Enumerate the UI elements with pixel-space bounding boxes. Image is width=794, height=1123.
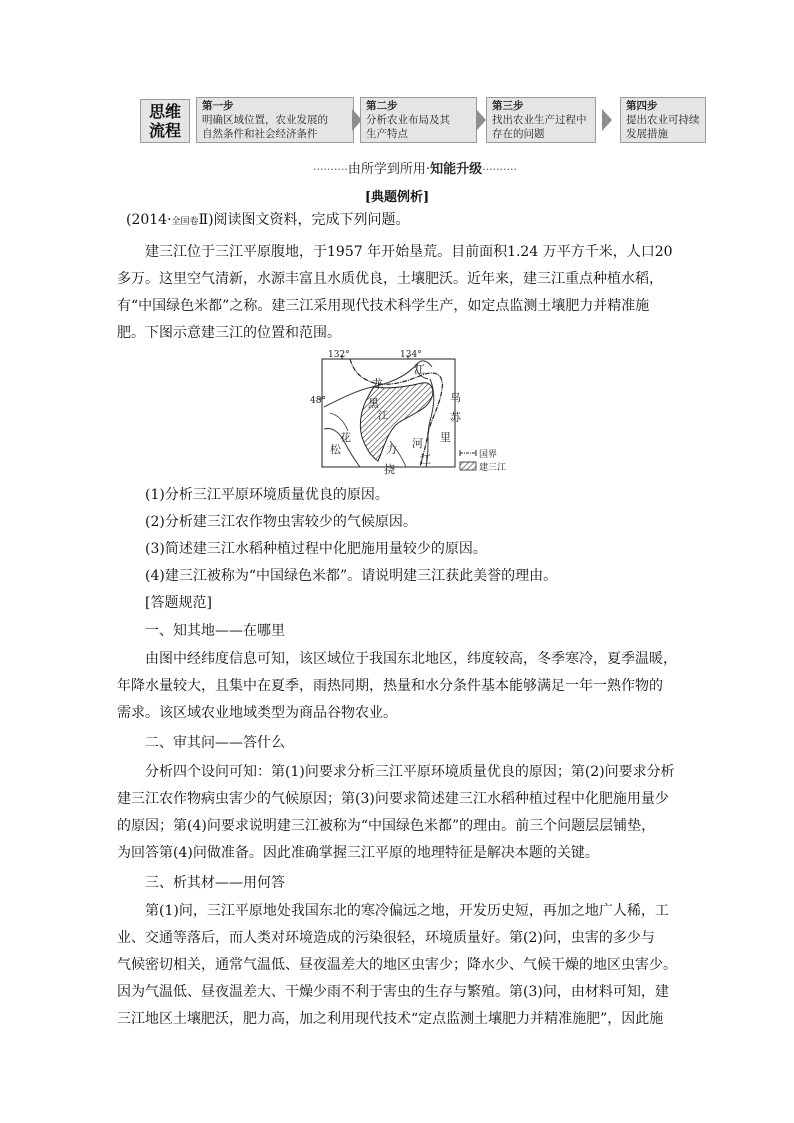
logo-line-2: 流程 [148, 121, 181, 140]
s1-line-1: 由图中经纬度信息可知，该区域位于我国东北地区，纬度较高，冬季寒冷，夏季温暖， [145, 651, 677, 667]
flow-step-1-line-2: 自然条件和社会经济条件 [202, 128, 318, 140]
stream-1 [330, 413, 348, 431]
answer-label: [答题规范] [145, 595, 212, 611]
label-wu: 乌 [450, 391, 461, 404]
section-title-normal: 由所学到所用· [347, 162, 431, 177]
label-long: 龙 [372, 377, 383, 390]
flow-step-1-title: 第一步 [202, 100, 234, 112]
label-jiang-bottom: 江 [420, 453, 431, 466]
s2-line-3: 的原因；第(4)问要求说明建三江被称为“中国绿色米都”的理由。前三个问题层层铺垫， [117, 818, 656, 834]
question-3: (3)简述建三江水稻种植过程中化肥施用量较少的原因。 [145, 541, 487, 557]
flow-step-3-line-1: 找出农业生产过程中 [492, 114, 587, 126]
material-line-2: 多万。这里空气清新，水源丰富且水质优良，土壤肥沃。近年来，建三江重点种植水稻， [117, 271, 663, 287]
label-li2: 力 [386, 443, 397, 456]
flow-step-1 [196, 97, 354, 143]
label-hua: 花 [340, 431, 351, 444]
flow-step-4-title: 第四步 [626, 100, 658, 112]
flow-step-2-line-1: 分析农业布局及其 [366, 114, 450, 126]
flow-step-2-title: 第二步 [366, 100, 398, 112]
s3-line-4: 因为气温低、昼夜温差大、干燥少雨不利于害虫的生存与繁殖。第(3)问，由材料可知，建 [117, 984, 669, 1000]
label-jiang-top: 江 [414, 363, 425, 376]
material-line-3: 有“中国绿色米都”之称。建三江采用现代技术科学生产，如定点监测土壤肥力并精准施 [117, 298, 650, 314]
s3-line-3: 气候密切相关，通常气温低、昼夜温差大的地区虫害少；降水少、气候干燥的地区虫害少。 [117, 957, 677, 973]
s3-line-1: 第(1)问，三江平原地处我国东北的寒冷偏远之地，开发历史短，再加之地广人稀，工 [145, 903, 669, 919]
flow-step-4 [620, 97, 706, 143]
label-su: 苏 [450, 411, 461, 424]
section-title-bold: 知能升级 [430, 162, 483, 177]
thinking-flow-logo [140, 99, 190, 143]
material-line-4: 肥。下图示意建三江的位置和范围。 [117, 325, 341, 341]
label-jiang-left: 江 [378, 411, 388, 422]
s1-heading: 一、知其地——在哪里 [145, 623, 285, 639]
section-title-dots-right: ·········· [482, 163, 518, 176]
material-line-1: 建三江位于三江平原腹地，于1957 年开始垦荒。目前面积1.24 万平方千米，人口20 [145, 244, 673, 260]
s3-heading: 三、析其材——用何答 [145, 875, 285, 891]
label-he: 河 [412, 437, 423, 450]
legend-area-icon [460, 462, 476, 470]
lon-label-134: 134° [400, 350, 422, 360]
s3-line-2: 业、交通等落后，而人类对环境造成的污染很轻，环境质量好。第(2)问，虫害的多少与 [117, 930, 655, 946]
flow-step-2-line-2: 生产特点 [366, 128, 408, 140]
flow-arrow-icon [602, 109, 612, 131]
label-nao: 挠 [384, 463, 395, 476]
s2-line-2: 建三江农作物病虫害少的气候原因；第(3)问要求简述建三江水稻种植过程中化肥施用量少 [117, 791, 669, 807]
question-source [126, 207, 410, 236]
question-4: (4)建三江被称为“中国绿色米都”。请说明建三江获此美誉的理由。 [145, 568, 558, 584]
question-1: (1)分析三江平原环境质量优良的原因。 [145, 487, 389, 503]
section-title-dots-left: ·········· [312, 163, 348, 176]
legend-border-label: 国界 [479, 450, 498, 460]
s2-line-4: 为回答第(4)问做准备。因此准确掌握三江平原的地理特征是解决本题的关键。 [117, 845, 599, 861]
flow-step-3-title: 第三步 [492, 100, 524, 112]
question-source-rest: Ⅱ)阅读图文资料，完成下列问题。 [198, 212, 410, 228]
flow-step-1-line-1: 明确区域位置，农业发展的 [202, 114, 328, 126]
s1-line-3: 需求。该区域农业地域类型为商品谷物农业。 [117, 705, 397, 721]
label-hei: 黑 [368, 397, 379, 410]
s2-line-1: 分析四个设问可知：第(1)问要求分析三江平原环境质量优良的原因；第(2)问要求分析 [145, 764, 675, 780]
question-source-year: (2014· [126, 212, 172, 228]
logo-line-1: 思维 [148, 102, 181, 121]
question-source-exam: 全国卷 [171, 217, 199, 227]
question-2: (2)分析建三江农作物虫害较少的气候原因。 [145, 514, 417, 530]
example-label: [典题例析] [364, 190, 430, 205]
lon-label-132: 132° [328, 350, 350, 360]
flow-step-4-line-1: 提出农业可持续 [626, 114, 700, 126]
flow-arrow-icon [476, 109, 486, 131]
flow-step-2 [360, 97, 477, 143]
flow-step-4-line-2: 发展措施 [626, 128, 668, 140]
legend-area-label: 建三江 [479, 463, 507, 473]
label-li: 里 [440, 431, 451, 444]
s3-line-5: 三江地区土壤肥沃，肥力高，加之利用现代技术“定点监测土壤肥力并精准施肥”，因此施 [117, 1011, 664, 1027]
section-title [280, 158, 550, 177]
jiansanjiang-location-map [310, 349, 520, 479]
flow-step-3 [486, 97, 596, 143]
lat-label-48: 48° [310, 396, 326, 406]
flow-step-3-line-2: 存在的问题 [492, 128, 545, 140]
label-song: 松 [330, 443, 341, 456]
s1-line-2: 年降水量较大，且集中在夏季，雨热同期，热量和水分条件基本能够满足一年一熟作物的 [117, 678, 663, 694]
s2-heading: 二、审其问——答什么 [145, 735, 285, 751]
